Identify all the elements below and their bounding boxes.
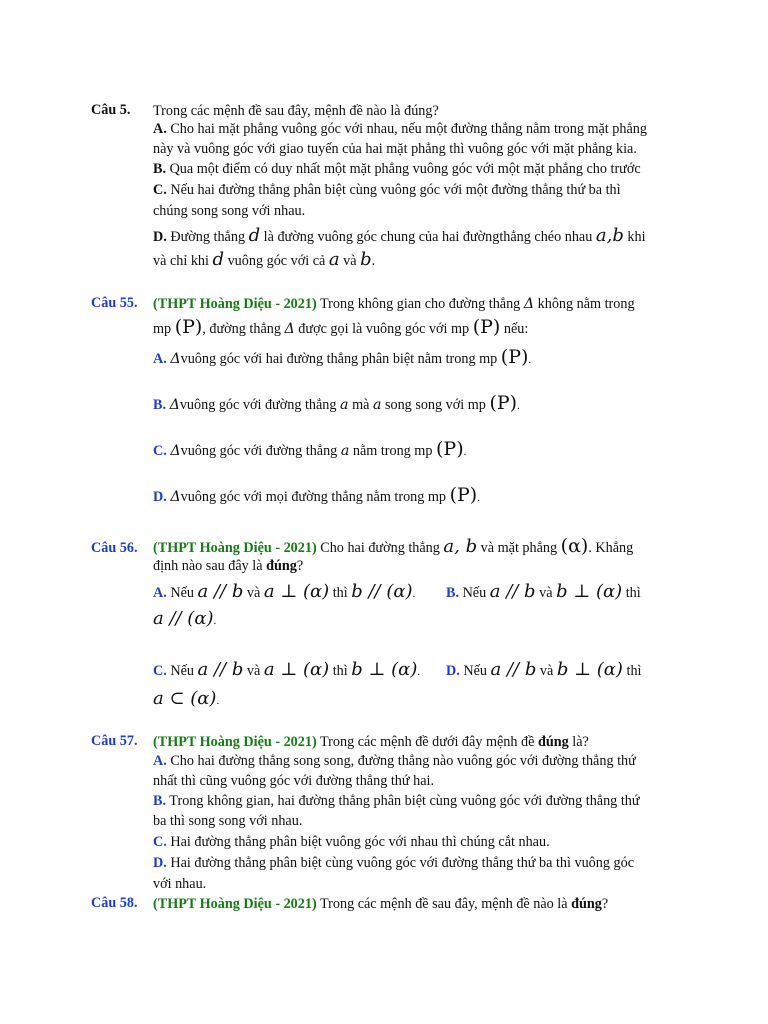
option-b: B. Δvuông góc với đường thẳng a mà a song song với mp (P). [153,392,520,414]
question-number: Câu 58. [91,895,138,911]
option-d: D. Đường thẳng d là đường vuông góc chung của hai đườngthẳng chéo nhau a,b khi [153,225,646,246]
question-stem: (THPT Hoàng Diệu - 2021) Trong các mệnh đề dưới đây mệnh đề đúng là? [153,734,589,750]
option-d: D. Hai đường thẳng phân biệt cùng vuông góc với đường thẳng thứ ba thì vuông góc [153,855,634,871]
question-stem-cont: định nào sau đây là đúng? [153,558,304,574]
option-d: D. Δvuông góc với mọi đường thẳng nằm trong mp (P). [153,484,480,506]
question-number: Câu 5. [91,102,131,118]
option-a: A. Cho hai mặt phẳng vuông góc với nhau, nếu một đường thẳng nằm trong mặt phẳng [153,121,647,137]
question-stem: (THPT Hoàng Diệu - 2021) Trong các mệnh đề sau đây, mệnh đề nào là đúng? [153,896,609,912]
question-number: Câu 57. [91,733,138,749]
option-a: A. Δvuông góc với hai đường thẳng phân biệt nằm trong mp (P). [153,346,532,368]
option-d-cont: a ⊂ (α). [153,688,220,709]
option-b: B. Nếu a // b và b ⊥ (α) thì [446,581,641,602]
question-stem: Trong các mệnh đề sau đây, mệnh đề nào là đúng? [153,103,439,119]
option-c: C. Δvuông góc với đường thẳng a nằm trong mp (P). [153,438,467,460]
option-c: C. Hai đường thẳng phân biệt vuông góc với nhau thì chúng cắt nhau. [153,834,550,850]
option-b: B. Qua một điểm có duy nhất một mặt phẳng vuông góc với một mặt phẳng cho trước [153,161,641,177]
option-d-cont: với nhau. [153,876,207,892]
option-c: C. Nếu hai đường thẳng phân biệt cùng vuông góc với một đường thẳng thứ ba thì [153,182,621,198]
question-number: Câu 56. [91,540,138,556]
question-number: Câu 55. [91,295,138,311]
question-stem: (THPT Hoàng Diệu - 2021) Cho hai đường thẳng a, b và mặt phẳng (α). Khẳng [153,535,634,557]
option-a-cont: nhất thì cũng vuông góc với đường thẳng thứ hai. [153,773,434,789]
option-a-cont: a // (α). [153,608,217,629]
option-a: A. Cho hai đường thẳng song song, đường thẳng nào vuông góc với đường thẳng thứ [153,753,636,769]
option-b-cont: ba thì song song với nhau. [153,813,303,829]
option-a: A. Nếu a // b và a ⊥ (α) thì b // (α). [153,581,416,602]
option-c-cont: chúng song song với nhau. [153,203,306,219]
option-d: D. Nếu a // b và b ⊥ (α) thì [446,659,642,680]
option-c: C. Nếu a // b và a ⊥ (α) thì b ⊥ (α). [153,659,421,680]
option-a-cont: này và vuông góc với giao tuyến của hai mặt phẳng thì vuông góc với mặt phẳng kia. [153,141,637,157]
question-stem-cont: mp (P), đường thẳng Δ được gọi là vuông góc với mp (P) nếu: [153,316,529,338]
option-b: B. Trong không gian, hai đường thẳng phân biệt cùng vuông góc với đường thẳng thứ [153,793,640,809]
option-d-cont: và chỉ khi d vuông góc với cả a và b. [153,249,376,270]
question-stem: (THPT Hoàng Diệu - 2021) Trong không gian cho đường thẳng Δ không nằm trong [153,296,635,312]
